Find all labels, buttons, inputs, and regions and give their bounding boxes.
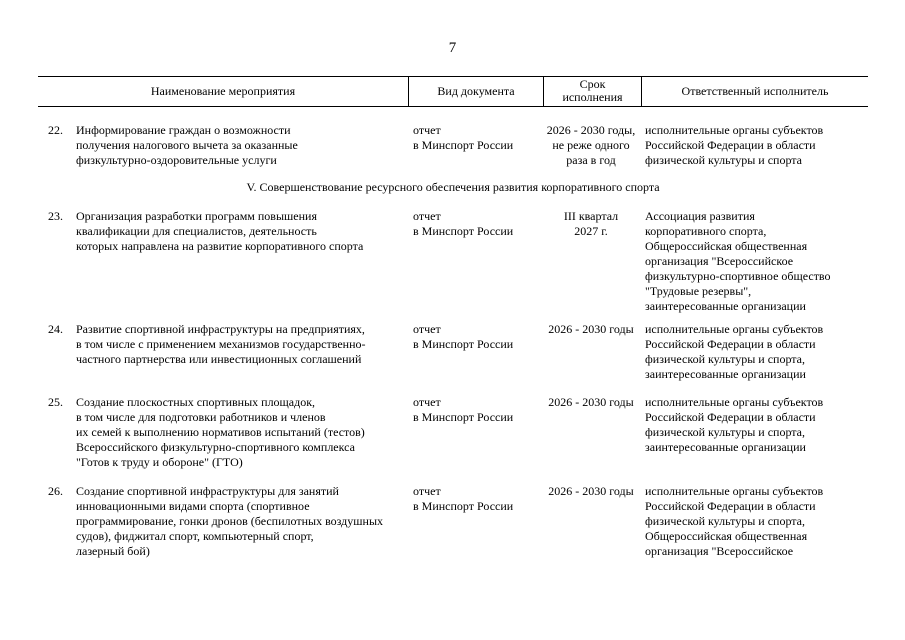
row-number: 23. [48, 209, 63, 223]
row-term: 2026 - 2030 годы [548, 395, 634, 409]
row-name: Информирование граждан о возможности получения налогового вычета за оказанные физкультурно-оздоровительные услуги [76, 123, 298, 167]
header-document: Вид документа [437, 83, 515, 98]
header-name: Наименование мероприятия [150, 83, 296, 98]
row-name: Создание плоскостных спортивных площадок, в том числе для подготовки работников и членов их семей к выполнению нормативов испытаний (тестов) Всероссийского физкультурно-спортивного комплекса "Готов к труду и обороне" (ГТО) [76, 395, 365, 469]
row-term: 2026 - 2030 годы [548, 322, 634, 336]
header-term: Срок исполнения [562, 77, 623, 104]
row-name: Организация разработки программ повышения квалификации для специалистов, деятельность которых направлена на развитие корпоративного спорта [76, 209, 364, 253]
row-document: отчет в Минспорт России [413, 484, 514, 513]
row-responsible: исполнительные органы субъектов Российской Федерации в области физической культуры и спорта, Общероссийская общественная организация "Всероссийское [645, 484, 824, 558]
row-document: отчет в Минспорт России [413, 322, 514, 351]
row-term: 2026 - 2030 годы [548, 484, 634, 498]
row-name: Создание спортивной инфраструктуры для занятий инновационными видами спорта (спортивное программирование, гонки дронов (беспилотных воздушных судов), фиджитал спорт, компьютерный спорт, лазерный бой) [76, 484, 384, 558]
row-number: 24. [48, 322, 63, 336]
row-document: отчет в Минспорт России [413, 209, 514, 238]
row-number: 22. [48, 123, 63, 137]
row-responsible: исполнительные органы субъектов Российской Федерации в области физической культуры и спорта, заинтересованные организации [645, 322, 824, 381]
page-number: 7 [448, 40, 457, 56]
row-term: III квартал 2027 г. [563, 209, 619, 238]
row-number: 26. [48, 484, 63, 498]
row-document: отчет в Минспорт России [413, 123, 514, 152]
table-header-rule [38, 106, 868, 107]
row-responsible: исполнительные органы субъектов Российской Федерации в области физической культуры и спорта [645, 123, 824, 167]
row-responsible: исполнительные органы субъектов Российской Федерации в области физической культуры и спорта, заинтересованные организации [645, 395, 824, 454]
row-name: Развитие спортивной инфраструктуры на предприятиях, в том числе с применением механизмов государственно- частного партнерства или инвестиционных соглашений [76, 322, 366, 366]
section-heading: V. Совершенствование ресурсного обеспечения развития корпоративного спорта [246, 180, 660, 194]
row-number: 25. [48, 395, 63, 409]
row-responsible: Ассоциация развития корпоративного спорта, Общероссийская общественная организация "Всероссийское физкультурно-спортивное общество "Трудовые резервы", заинтересованные организации [645, 209, 831, 313]
header-responsible: Ответственный исполнитель [681, 83, 829, 98]
row-document: отчет в Минспорт России [413, 395, 514, 424]
row-term: 2026 - 2030 годы, не реже одного раза в год [546, 123, 636, 167]
